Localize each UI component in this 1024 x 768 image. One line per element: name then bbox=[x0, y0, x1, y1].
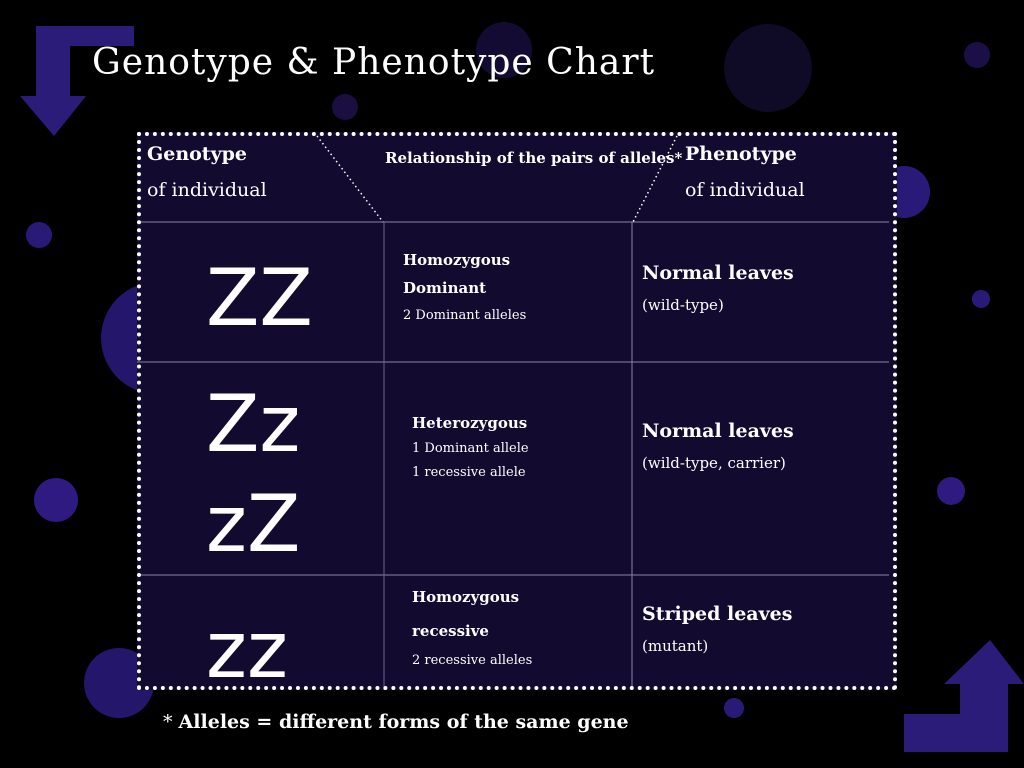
decor-circle bbox=[34, 478, 78, 522]
phenotype-title: Normal leaves bbox=[642, 262, 794, 284]
decor-circle bbox=[26, 222, 52, 248]
relationship-cell bbox=[412, 414, 529, 480]
genotype-cell: zz bbox=[206, 606, 288, 696]
genotype-cell: zZ bbox=[206, 480, 301, 570]
relationship-title-line: recessive bbox=[412, 622, 489, 640]
phenotype-header-title: Phenotype bbox=[685, 143, 797, 165]
decor-circle bbox=[964, 42, 990, 68]
decor-circle bbox=[724, 698, 744, 718]
relationship-header: Relationship of the pairs of alleles* bbox=[385, 149, 683, 167]
phenotype-cell bbox=[642, 420, 794, 472]
phenotype-header bbox=[685, 143, 805, 201]
phenotype-cell bbox=[642, 262, 794, 314]
relationship-title-line: Dominant bbox=[403, 279, 487, 297]
genotype-header bbox=[147, 143, 267, 201]
footnote-text: Alleles = different forms of the same gene bbox=[178, 711, 629, 733]
footnote bbox=[163, 711, 629, 733]
phenotype-cell bbox=[642, 603, 792, 655]
relationship-detail: 2 Dominant alleles bbox=[403, 308, 527, 323]
phenotype-note: (wild-type) bbox=[642, 296, 724, 314]
phenotype-note: (wild-type, carrier) bbox=[642, 454, 786, 472]
footnote-marker: * bbox=[163, 711, 173, 733]
page-title: Genotype & Phenotype Chart bbox=[92, 42, 656, 83]
relationship-title-line: Heterozygous bbox=[412, 414, 528, 432]
decor-circle bbox=[972, 290, 990, 308]
relationship-detail: 1 Dominant allele bbox=[412, 441, 529, 456]
phenotype-header-subtitle: of individual bbox=[685, 179, 805, 201]
genotype-header-title: Genotype bbox=[147, 143, 247, 165]
phenotype-title: Normal leaves bbox=[642, 420, 794, 442]
relationship-detail: 1 recessive allele bbox=[412, 465, 526, 480]
genotype-cell: ZZ bbox=[206, 254, 313, 344]
relationship-detail: 2 recessive alleles bbox=[412, 653, 533, 668]
phenotype-note: (mutant) bbox=[642, 637, 709, 655]
genotype-header-subtitle: of individual bbox=[147, 179, 267, 201]
phenotype-title: Striped leaves bbox=[642, 603, 793, 625]
decor-circle bbox=[937, 477, 965, 505]
decor-arrow-up-icon bbox=[904, 640, 1024, 752]
relationship-title-line: Homozygous bbox=[403, 251, 511, 269]
relationship-cell bbox=[412, 585, 532, 668]
relationship-title-line: Homozygous bbox=[412, 588, 520, 606]
relationship-cell bbox=[403, 243, 526, 323]
genotype-cell: Zz bbox=[206, 380, 301, 470]
decor-circle bbox=[724, 24, 812, 112]
decor-circle bbox=[332, 94, 358, 120]
